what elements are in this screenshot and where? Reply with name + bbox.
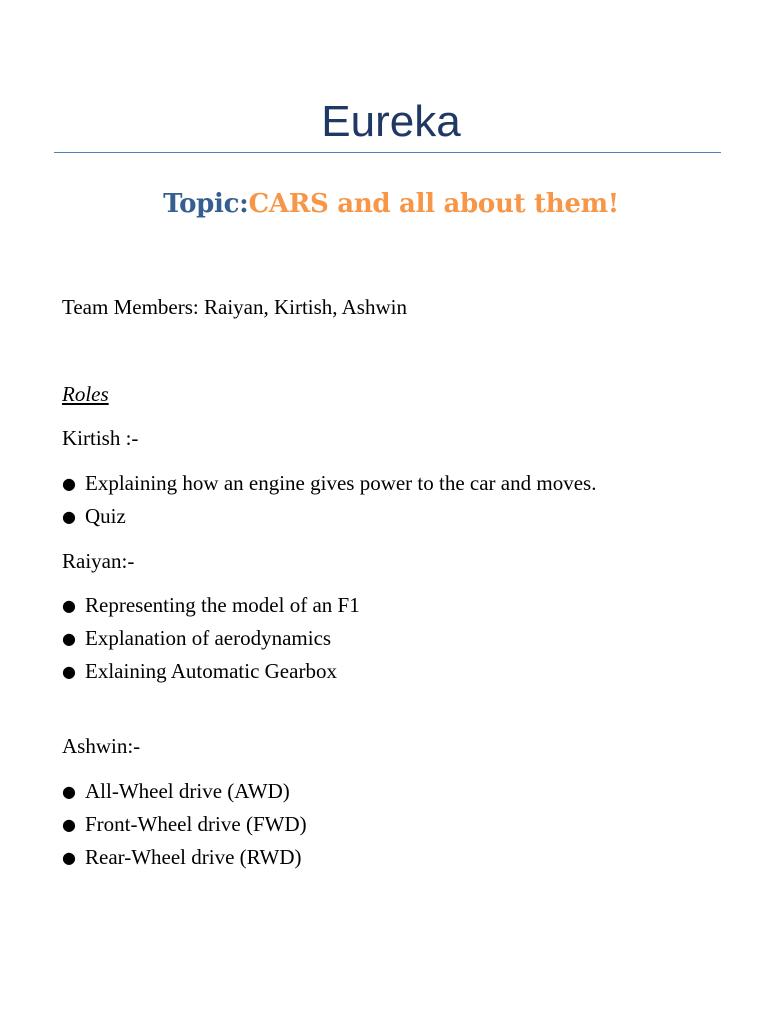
- list-item-text: Explanation of aerodynamics: [85, 626, 332, 650]
- title-divider: [54, 152, 721, 153]
- role-list-kirtish: [62, 467, 596, 533]
- role-list-raiyan: [62, 589, 360, 688]
- document-title: Eureka: [321, 97, 461, 146]
- list-item: [62, 655, 360, 688]
- topic-label: Topic:: [163, 189, 249, 219]
- bullet-icon: ●: [62, 815, 76, 834]
- member-name-ashwin: Ashwin:-: [62, 734, 141, 758]
- list-item-text: Front-Wheel drive (FWD): [85, 812, 307, 836]
- bullet-icon: ●: [62, 596, 76, 615]
- bullet-icon: ●: [62, 848, 76, 867]
- list-item: [62, 808, 307, 841]
- list-item-text: Representing the model of an F1: [85, 593, 360, 617]
- list-item-text: Explaining how an engine gives power to the car and moves.: [85, 471, 597, 495]
- team-members-line: Team Members: Raiyan, Kirtish, Ashwin: [62, 295, 407, 319]
- member-name-kirtish: Kirtish :-: [62, 426, 139, 450]
- list-item: [62, 500, 596, 533]
- list-item-text: Exlaining Automatic Gearbox: [85, 659, 337, 683]
- topic-heading: [0, 184, 768, 224]
- list-item-text: Quiz: [85, 504, 126, 528]
- topic-text: CARS and all about them!: [248, 189, 619, 219]
- list-item: [62, 622, 360, 655]
- list-item: [62, 841, 307, 874]
- roles-heading: Roles: [62, 382, 109, 406]
- bullet-icon: ●: [62, 629, 76, 648]
- member-name-raiyan: Raiyan:-: [62, 549, 135, 573]
- bullet-icon: ●: [62, 662, 76, 681]
- list-item: [62, 589, 360, 622]
- list-item-text: Rear-Wheel drive (RWD): [85, 845, 302, 869]
- bullet-icon: ●: [62, 474, 76, 493]
- bullet-icon: ●: [62, 782, 76, 801]
- role-list-ashwin: [62, 775, 307, 874]
- list-item: [62, 775, 307, 808]
- list-item-text: All-Wheel drive (AWD): [85, 779, 290, 803]
- bullet-icon: ●: [62, 507, 76, 526]
- list-item: [62, 467, 596, 500]
